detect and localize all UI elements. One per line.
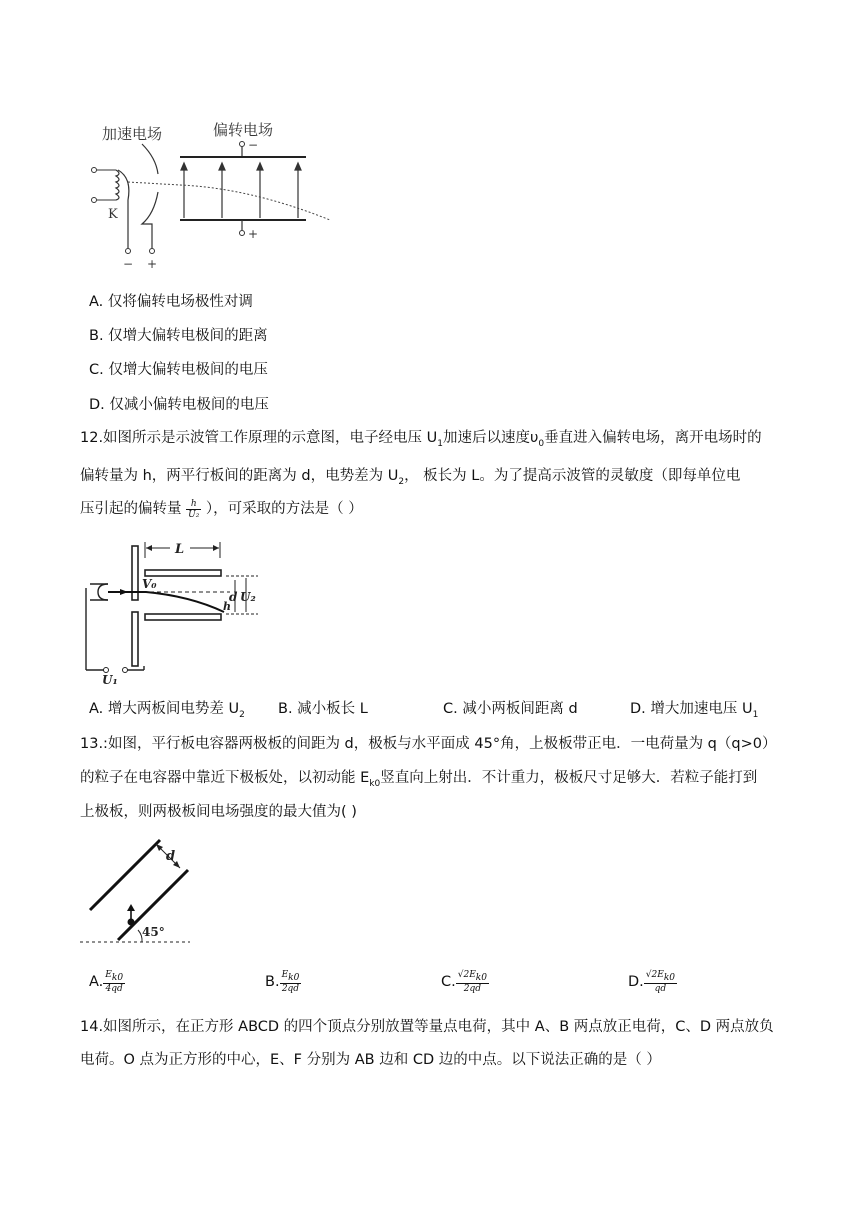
label-d: d [166,849,176,864]
q11-option-b[interactable]: B. 仅增大偏转电极间的距离 [89,328,268,344]
figure-accel-deflect [80,118,340,270]
q13-stem-line2: 的粒子在电容器中靠近下极板处，以初动能 $E_{k0}$竖直向上射出．不计重力，极板尺寸足够大．若粒子能打到 [80,770,758,789]
q13-option-c[interactable]: C. $\frac{√2E_{k0}}{2qd}$ [441,970,487,994]
accel-minus-sign: − [123,257,134,270]
q12-option-b[interactable]: B. 减小板长 L [278,701,368,717]
deflect-plus-sign: + [248,227,259,241]
q11-option-c[interactable]: C. 仅增大偏转电极间的电压 [89,362,268,378]
q12-stem-line2: 偏转量为 h，两平行板间的距离为 d，电势差为 $U_2$， 板长为 L。为了提高示波管的灵敏度（即每单位电 [80,468,741,487]
figure-oscilloscope [80,540,258,686]
label-u2: U₂ [240,590,256,604]
q13-stem-line3: 上极板，则两极板间电场强度的最大值为( ) [80,804,357,820]
label-h: h [223,600,231,613]
q12-stem-line3: 压引起的偏转量 $\frac{h}{\text{U₂}}$ ），可采取的方法是（ ） [80,498,363,520]
label-k: K [108,207,118,222]
q12-option-c[interactable]: C. 减小两板间距离 d [443,701,578,717]
h-over-u2-fraction: $\frac{h}{\text{U₂}}$ [188,498,200,520]
label-angle: 45° [142,925,165,939]
q12-option-a[interactable]: A. 增大两板间电势差 $U_2$ [89,701,245,720]
label-v0: V₀ [142,577,157,591]
label-l: L [175,542,185,557]
q13-option-a[interactable]: A. $\frac{E_{k0}}{4qd}$ [89,970,124,994]
q13-stem-line1: 13.:如图，平行板电容器两极板的间距为 d，极板与水平面成 45°角，上极板带正电．一电荷量为 q（q>0） [80,736,777,752]
q12-option-d[interactable]: D. 增大加速电压 $U_1$ [630,701,759,720]
deflect-minus-sign: − [248,138,259,152]
q11-option-a[interactable]: A. 仅将偏转电场极性对调 [89,294,253,310]
q11-option-d[interactable]: D. 仅减小偏转电极间的电压 [89,397,269,413]
q13-option-d[interactable]: D. $\frac{√2E_{k0}}{qd}$ [628,970,675,994]
label-deflect-field: 偏转电场 [213,121,274,139]
q13-option-b[interactable]: B. $\frac{E_{k0}}{2qd}$ [265,970,300,994]
electron-trajectory [128,182,330,220]
figure-tilted-capacitor [80,836,200,948]
accel-plus-sign: + [147,257,158,270]
q12-stem-line1: 12.如图所示是示波管工作原理的示意图，电子经电压 $U_1$加速后以速度$\upsilon_0$垂直进入偏转电场，离开电场时的 [80,430,762,449]
label-u1: U₁ [102,673,118,686]
label-accel-field: 加速电场 [102,125,163,143]
capacitor-upper-plate [90,840,160,910]
q14-stem-line2: 电荷。O 点为正方形的中心，E、F 分别为 AB 边和 CD 边的中点。以下说法正确的是（ ） [80,1052,661,1068]
label-d: d [229,590,238,604]
q14-stem-line1: 14.如图所示，在正方形 ABCD 的四个顶点分别放置等量点电荷，其中 A、B 两点放正电荷，C、D 两点放负 [80,1019,774,1035]
